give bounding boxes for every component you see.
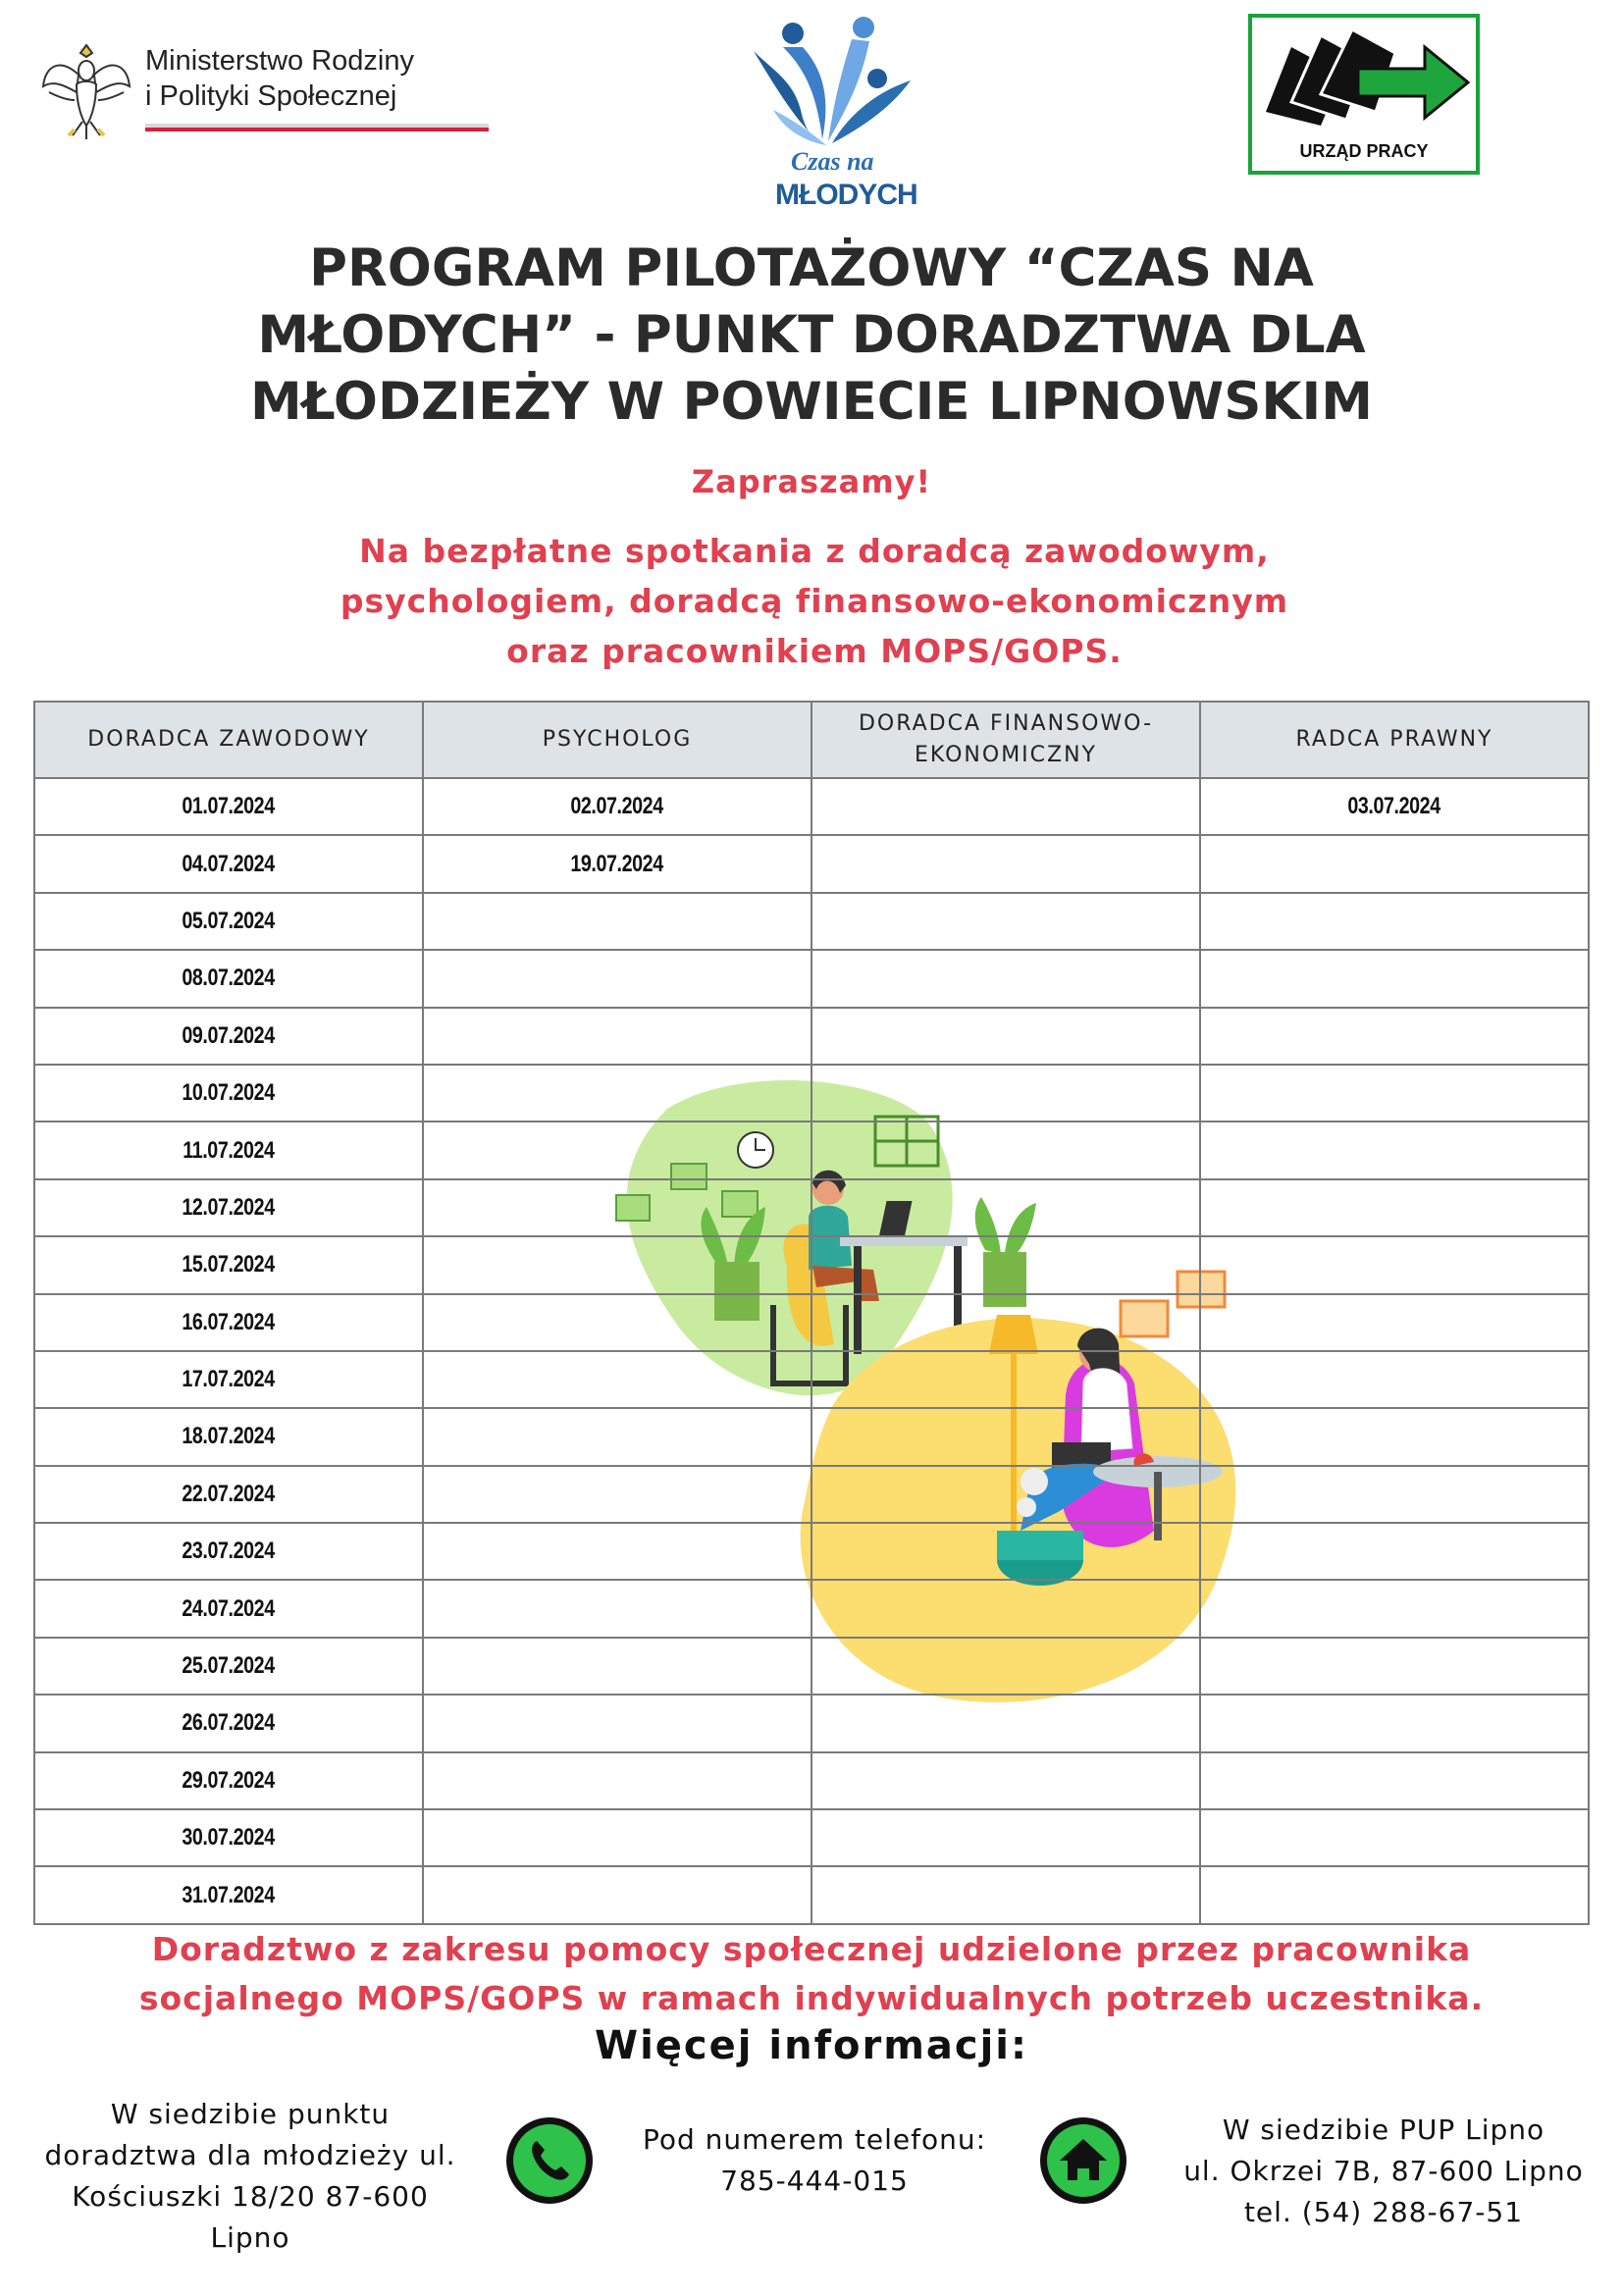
table-cell — [812, 1466, 1200, 1523]
urzad-pracy-emblem-icon — [1252, 18, 1476, 135]
table-row — [34, 1866, 1589, 1924]
table-cell — [34, 778, 423, 835]
contact-phone — [599, 2119, 1030, 2202]
table-cell — [1200, 1065, 1589, 1122]
program-logo-word-2: MŁODYCH — [775, 179, 917, 211]
table-cell — [423, 1695, 812, 1751]
phone-icon[interactable] — [504, 2115, 595, 2206]
table-cell — [423, 1179, 812, 1236]
social-note-line-2: socjalnego MOPS/GOPS w ramach indywidualnych potrzeb uczestnika. — [138, 1979, 1485, 2017]
cell-date: 09.07.2024 — [182, 1021, 276, 1049]
cell-date: 16.07.2024 — [182, 1308, 276, 1335]
table-cell — [34, 1752, 423, 1809]
table-row — [34, 1752, 1589, 1809]
ministry-line-1: Ministerstwo Rodziny — [145, 45, 414, 77]
table-cell — [34, 1523, 423, 1580]
table-row — [34, 893, 1589, 950]
table-cell — [1200, 1466, 1589, 1523]
table-row — [34, 1236, 1589, 1293]
title-line-2: MŁODYCH” - PUNKT DORADZTWA DLA — [257, 305, 1366, 365]
table-row — [34, 1580, 1589, 1637]
table-cell — [812, 1580, 1200, 1637]
program-logo — [744, 12, 920, 218]
invite-text: Zapraszamy! — [691, 463, 932, 500]
table-cell — [1200, 1008, 1589, 1065]
urzad-pracy-logo — [1248, 14, 1480, 175]
table-cell — [34, 1695, 423, 1751]
table-cell — [1200, 950, 1589, 1007]
cell-date: 24.07.2024 — [182, 1594, 276, 1622]
home-icon[interactable] — [1038, 2115, 1128, 2206]
people-lotus-icon — [744, 12, 920, 149]
ministry-divider-red — [145, 128, 489, 131]
cell-date: 18.07.2024 — [182, 1423, 276, 1450]
more-info-heading: Więcej informacji: — [594, 2023, 1029, 2068]
column-header: DORADCA ZAWODOWY — [34, 702, 423, 778]
social-note-line-1: Doradztwo z zakresu pomocy społecznej udzielone przez pracownika — [151, 1930, 1472, 1968]
contact-pup-line-1: W siedzibie PUP Lipno — [1222, 2113, 1545, 2146]
table-cell — [812, 1695, 1200, 1751]
table-cell — [812, 950, 1200, 1007]
table-row — [34, 1523, 1589, 1580]
table-cell — [423, 1008, 812, 1065]
table-cell — [1200, 1179, 1589, 1236]
table-cell — [1200, 1809, 1589, 1866]
cell-date: 04.07.2024 — [182, 850, 276, 877]
table-row — [34, 1179, 1589, 1236]
column-header: PSYCHOLOG — [423, 702, 812, 778]
table-row — [34, 1008, 1589, 1065]
table-cell — [1200, 1638, 1589, 1695]
table-cell — [1200, 1523, 1589, 1580]
table-row — [34, 835, 1589, 892]
table-row — [34, 1638, 1589, 1695]
table-cell — [1200, 893, 1589, 950]
table-cell — [812, 1638, 1200, 1695]
table-cell — [1200, 1580, 1589, 1637]
ministry-logo — [39, 37, 461, 145]
table-cell — [1200, 1866, 1589, 1924]
table-cell — [812, 1236, 1200, 1293]
table-cell — [423, 1809, 812, 1866]
table-cell — [1200, 1236, 1589, 1293]
cell-date: 19.07.2024 — [570, 850, 664, 877]
cell-date: 11.07.2024 — [183, 1136, 275, 1164]
intro-line-2: psychologiem, doradcą finansowo-ekonomicznym — [340, 582, 1289, 620]
table-cell — [34, 1466, 423, 1523]
cell-date: 03.07.2024 — [1347, 793, 1441, 820]
cell-date: 08.07.2024 — [182, 965, 276, 992]
table-cell — [812, 1809, 1200, 1866]
table-cell — [812, 778, 1200, 835]
table-body — [34, 778, 1589, 1924]
table-cell — [423, 1523, 812, 1580]
cell-date: 29.07.2024 — [182, 1766, 276, 1794]
table-cell — [34, 1236, 423, 1293]
table-cell — [34, 1638, 423, 1695]
table-cell — [34, 1122, 423, 1178]
table-row — [34, 1466, 1589, 1523]
table-cell — [423, 1580, 812, 1637]
table-row — [34, 1351, 1589, 1408]
table-cell — [423, 835, 812, 892]
table-cell — [34, 1065, 423, 1122]
column-header: DORADCA FINANSOWO-EKONOMICZNY — [812, 702, 1200, 778]
contact-pup-address — [1148, 2110, 1619, 2233]
table-cell — [423, 1466, 812, 1523]
cell-date: 10.07.2024 — [182, 1079, 276, 1107]
table-cell — [812, 1408, 1200, 1465]
table-cell — [812, 1122, 1200, 1178]
cell-date: 31.07.2024 — [182, 1881, 276, 1908]
table-cell — [34, 1294, 423, 1351]
table-cell — [1200, 1294, 1589, 1351]
table-cell — [34, 1179, 423, 1236]
title-line-3: MŁODZIEŻY W POWIECIE LIPNOWSKIM — [250, 372, 1373, 432]
table-cell — [1200, 835, 1589, 892]
contact-phone-number[interactable]: 785-444-015 — [720, 2165, 909, 2197]
table-cell — [812, 1065, 1200, 1122]
table-cell — [1200, 1695, 1589, 1751]
intro-line-3: oraz pracownikiem MOPS/GOPS. — [506, 632, 1123, 670]
cell-date: 22.07.2024 — [182, 1480, 276, 1507]
cell-date: 05.07.2024 — [182, 907, 276, 934]
table-cell — [423, 1752, 812, 1809]
cell-date: 30.07.2024 — [182, 1824, 276, 1852]
table-cell — [1200, 1122, 1589, 1178]
program-logo-word-1: Czas na — [791, 147, 874, 176]
contact-pup-line-2: ul. Okrzei 7B, 87-600 Lipno — [1183, 2155, 1584, 2187]
social-assistance-note — [59, 1925, 1564, 2023]
table-cell — [34, 1809, 423, 1866]
table-row — [34, 1695, 1589, 1751]
table-cell — [34, 1866, 423, 1924]
table-cell — [423, 950, 812, 1007]
table-cell — [812, 1523, 1200, 1580]
table-cell — [812, 835, 1200, 892]
table-cell — [1200, 1752, 1589, 1809]
cell-date: 01.07.2024 — [182, 793, 276, 820]
table-cell — [423, 1351, 812, 1408]
cell-date: 23.07.2024 — [182, 1538, 276, 1565]
contact-point-line-4: Lipno — [210, 2221, 290, 2254]
intro-line-1: Na bezpłatne spotkania z doradcą zawodowym, — [359, 532, 1270, 570]
ministry-line-2: i Polityki Społecznej — [145, 80, 397, 112]
column-header: RADCA PRAWNY — [1200, 702, 1589, 778]
table-cell — [34, 950, 423, 1007]
table-cell — [423, 1294, 812, 1351]
cell-date: 12.07.2024 — [182, 1193, 276, 1221]
table-row — [34, 1294, 1589, 1351]
contact-point-address — [20, 2094, 481, 2259]
table-cell — [34, 835, 423, 892]
table-cell — [423, 893, 812, 950]
table-cell — [423, 1866, 812, 1924]
cell-date: 02.07.2024 — [570, 793, 664, 820]
table-cell — [423, 1065, 812, 1122]
schedule-table — [33, 701, 1590, 1925]
cell-date: 25.07.2024 — [182, 1652, 276, 1680]
contact-point-line-1: W siedzibie punktu — [110, 2098, 391, 2130]
cell-date: 17.07.2024 — [182, 1366, 276, 1393]
contact-point-line-3: Kościuszki 18/20 87-600 — [72, 2180, 429, 2213]
table-header-row — [34, 702, 1589, 778]
table-cell — [34, 1008, 423, 1065]
table-cell — [34, 1408, 423, 1465]
contact-phone-label: Pod numerem telefonu: — [642, 2123, 987, 2156]
table-cell — [34, 1351, 423, 1408]
table-cell — [1200, 1408, 1589, 1465]
table-cell — [812, 893, 1200, 950]
table-cell — [34, 893, 423, 950]
cell-date: 15.07.2024 — [182, 1251, 276, 1278]
table-cell — [812, 1294, 1200, 1351]
page-title — [196, 235, 1427, 436]
schedule-grid — [33, 701, 1590, 1925]
table-cell — [1200, 1351, 1589, 1408]
table-row — [34, 950, 1589, 1007]
table-cell — [423, 1122, 812, 1178]
table-cell — [812, 1351, 1200, 1408]
table-row — [34, 778, 1589, 835]
table-cell — [34, 1580, 423, 1637]
table-cell — [812, 1179, 1200, 1236]
contact-point-line-2: doradztwa dla młodzieży ul. — [44, 2139, 456, 2171]
table-cell — [423, 1236, 812, 1293]
table-cell — [812, 1752, 1200, 1809]
eagle-emblem-icon — [39, 37, 133, 143]
table-cell — [423, 1408, 812, 1465]
intro-text — [275, 526, 1354, 676]
table-cell — [1200, 778, 1589, 835]
table-row — [34, 1408, 1589, 1465]
title-line-1: PROGRAM PILOTAŻOWY “CZAS NA — [309, 238, 1314, 298]
table-cell — [812, 1866, 1200, 1924]
urzad-pracy-label: URZĄD PRACY — [1299, 141, 1429, 161]
table-row — [34, 1122, 1589, 1178]
table-cell — [812, 1008, 1200, 1065]
table-cell — [423, 778, 812, 835]
cell-date: 26.07.2024 — [182, 1709, 276, 1737]
table-row — [34, 1065, 1589, 1122]
ministry-name — [145, 43, 414, 114]
table-cell — [423, 1638, 812, 1695]
table-row — [34, 1809, 1589, 1866]
contact-pup-line-3: tel. (54) 288-67-51 — [1243, 2196, 1524, 2228]
